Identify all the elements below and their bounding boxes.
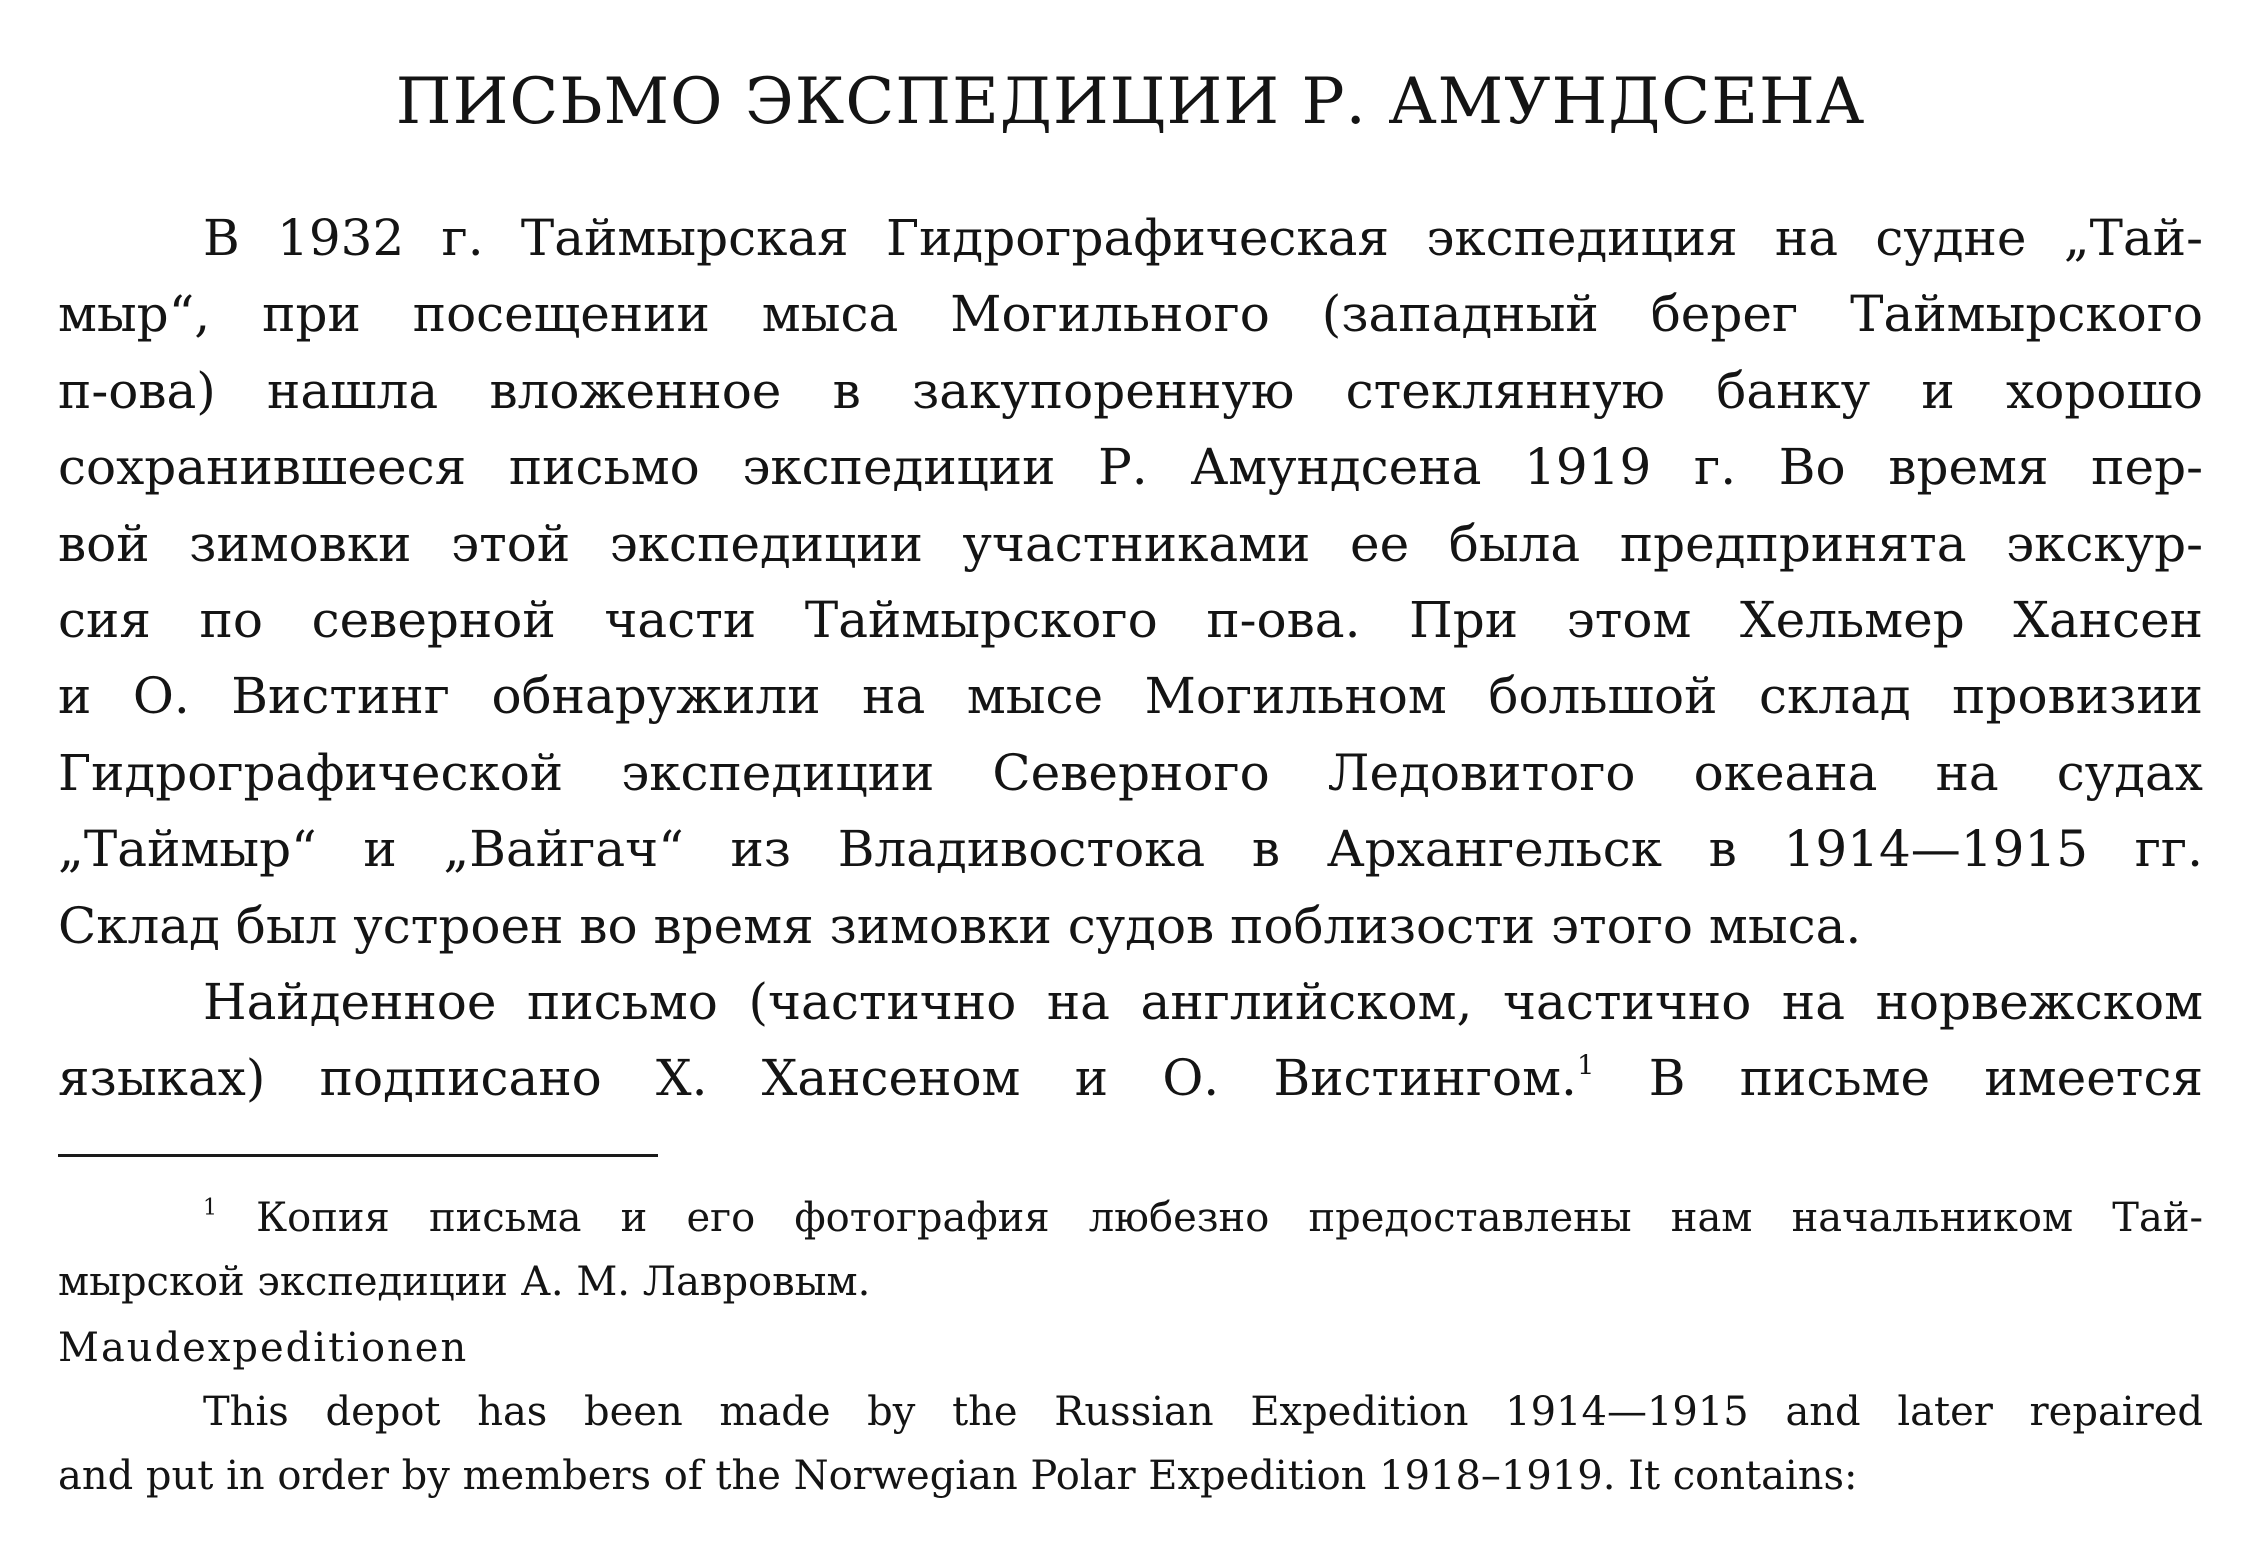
paragraph-2-text: В письме имеется [1594,1049,2203,1108]
footnote [58,1186,2203,1314]
paragraph-2-line: Найденное письмо (частично на английском, частично на норвежском [203,972,2203,1031]
paragraph-1-line: сия по северной части Таймырского п-ова. При этом Хельмер Хансен [58,590,2203,649]
paragraph-2-text: языках) подписано Х. Хансеном и О. Вистингом. [58,1049,1577,1108]
footnote-text: Копия письма и его фотография любезно предоставлены нам начальником Тай- [217,1195,2203,1241]
paragraph-1-line: и О. Вистинг обнаружили на мысе Могильном большой склад провизии [58,667,2203,726]
footnote-marker: 1 [203,1195,217,1221]
paragraph-1-line: „Таймыр“ и „Вайгач“ из Владивостока в Архангельск в 1914—1915 гг. [58,820,2203,879]
paragraph-1-line: Гидрографической экспедиции Северного Ледовитого океана на судах [58,743,2203,802]
footnote-divider [58,1154,658,1157]
paragraph-1-line: сохранившееся письмо экспедиции Р. Амундсена 1919 г. Во время пер- [58,438,2203,497]
letter-quote [58,1316,2203,1508]
document-page [58,0,2203,1558]
quote-line: and put in order by members of the Norwegian Polar Expedition 1918–1919. It contains: [58,1453,1858,1499]
paragraph-2-line [58,1040,2203,1116]
paragraph-1-line: п-ова) нашла вложенное в закупоренную стеклянную банку и хорошо [58,361,2203,420]
quote-line: This depot has been made by the Russian Expedition 1914—1915 and later repaired [203,1389,2203,1435]
footnote-reference: 1 [1576,1049,1595,1082]
main-text [58,200,2203,1117]
page-title: ПИСЬМО ЭКСПЕДИЦИИ Р. АМУНДСЕНА [395,65,1866,139]
footnote-line: мырской экспедиции А. М. Лавровым. [58,1259,871,1305]
paragraph-1-line: вой зимовки этой экспедиции участниками ее была предпринята экскур- [58,514,2203,573]
quote-heading: Maudexpeditionen [58,1325,469,1371]
paragraph-1-line: В 1932 г. Таймырская Гидрографическая экспедиция на судне „Тай- [203,209,2203,267]
paragraph-1-line: Склад был устроен во время зимовки судов поблизости этого мыса. [58,896,1862,955]
footnote-line [58,1186,2203,1250]
paragraph-1-line: мыр“, при посещении мыса Могильного (западный берег Таймырского [58,285,2203,344]
